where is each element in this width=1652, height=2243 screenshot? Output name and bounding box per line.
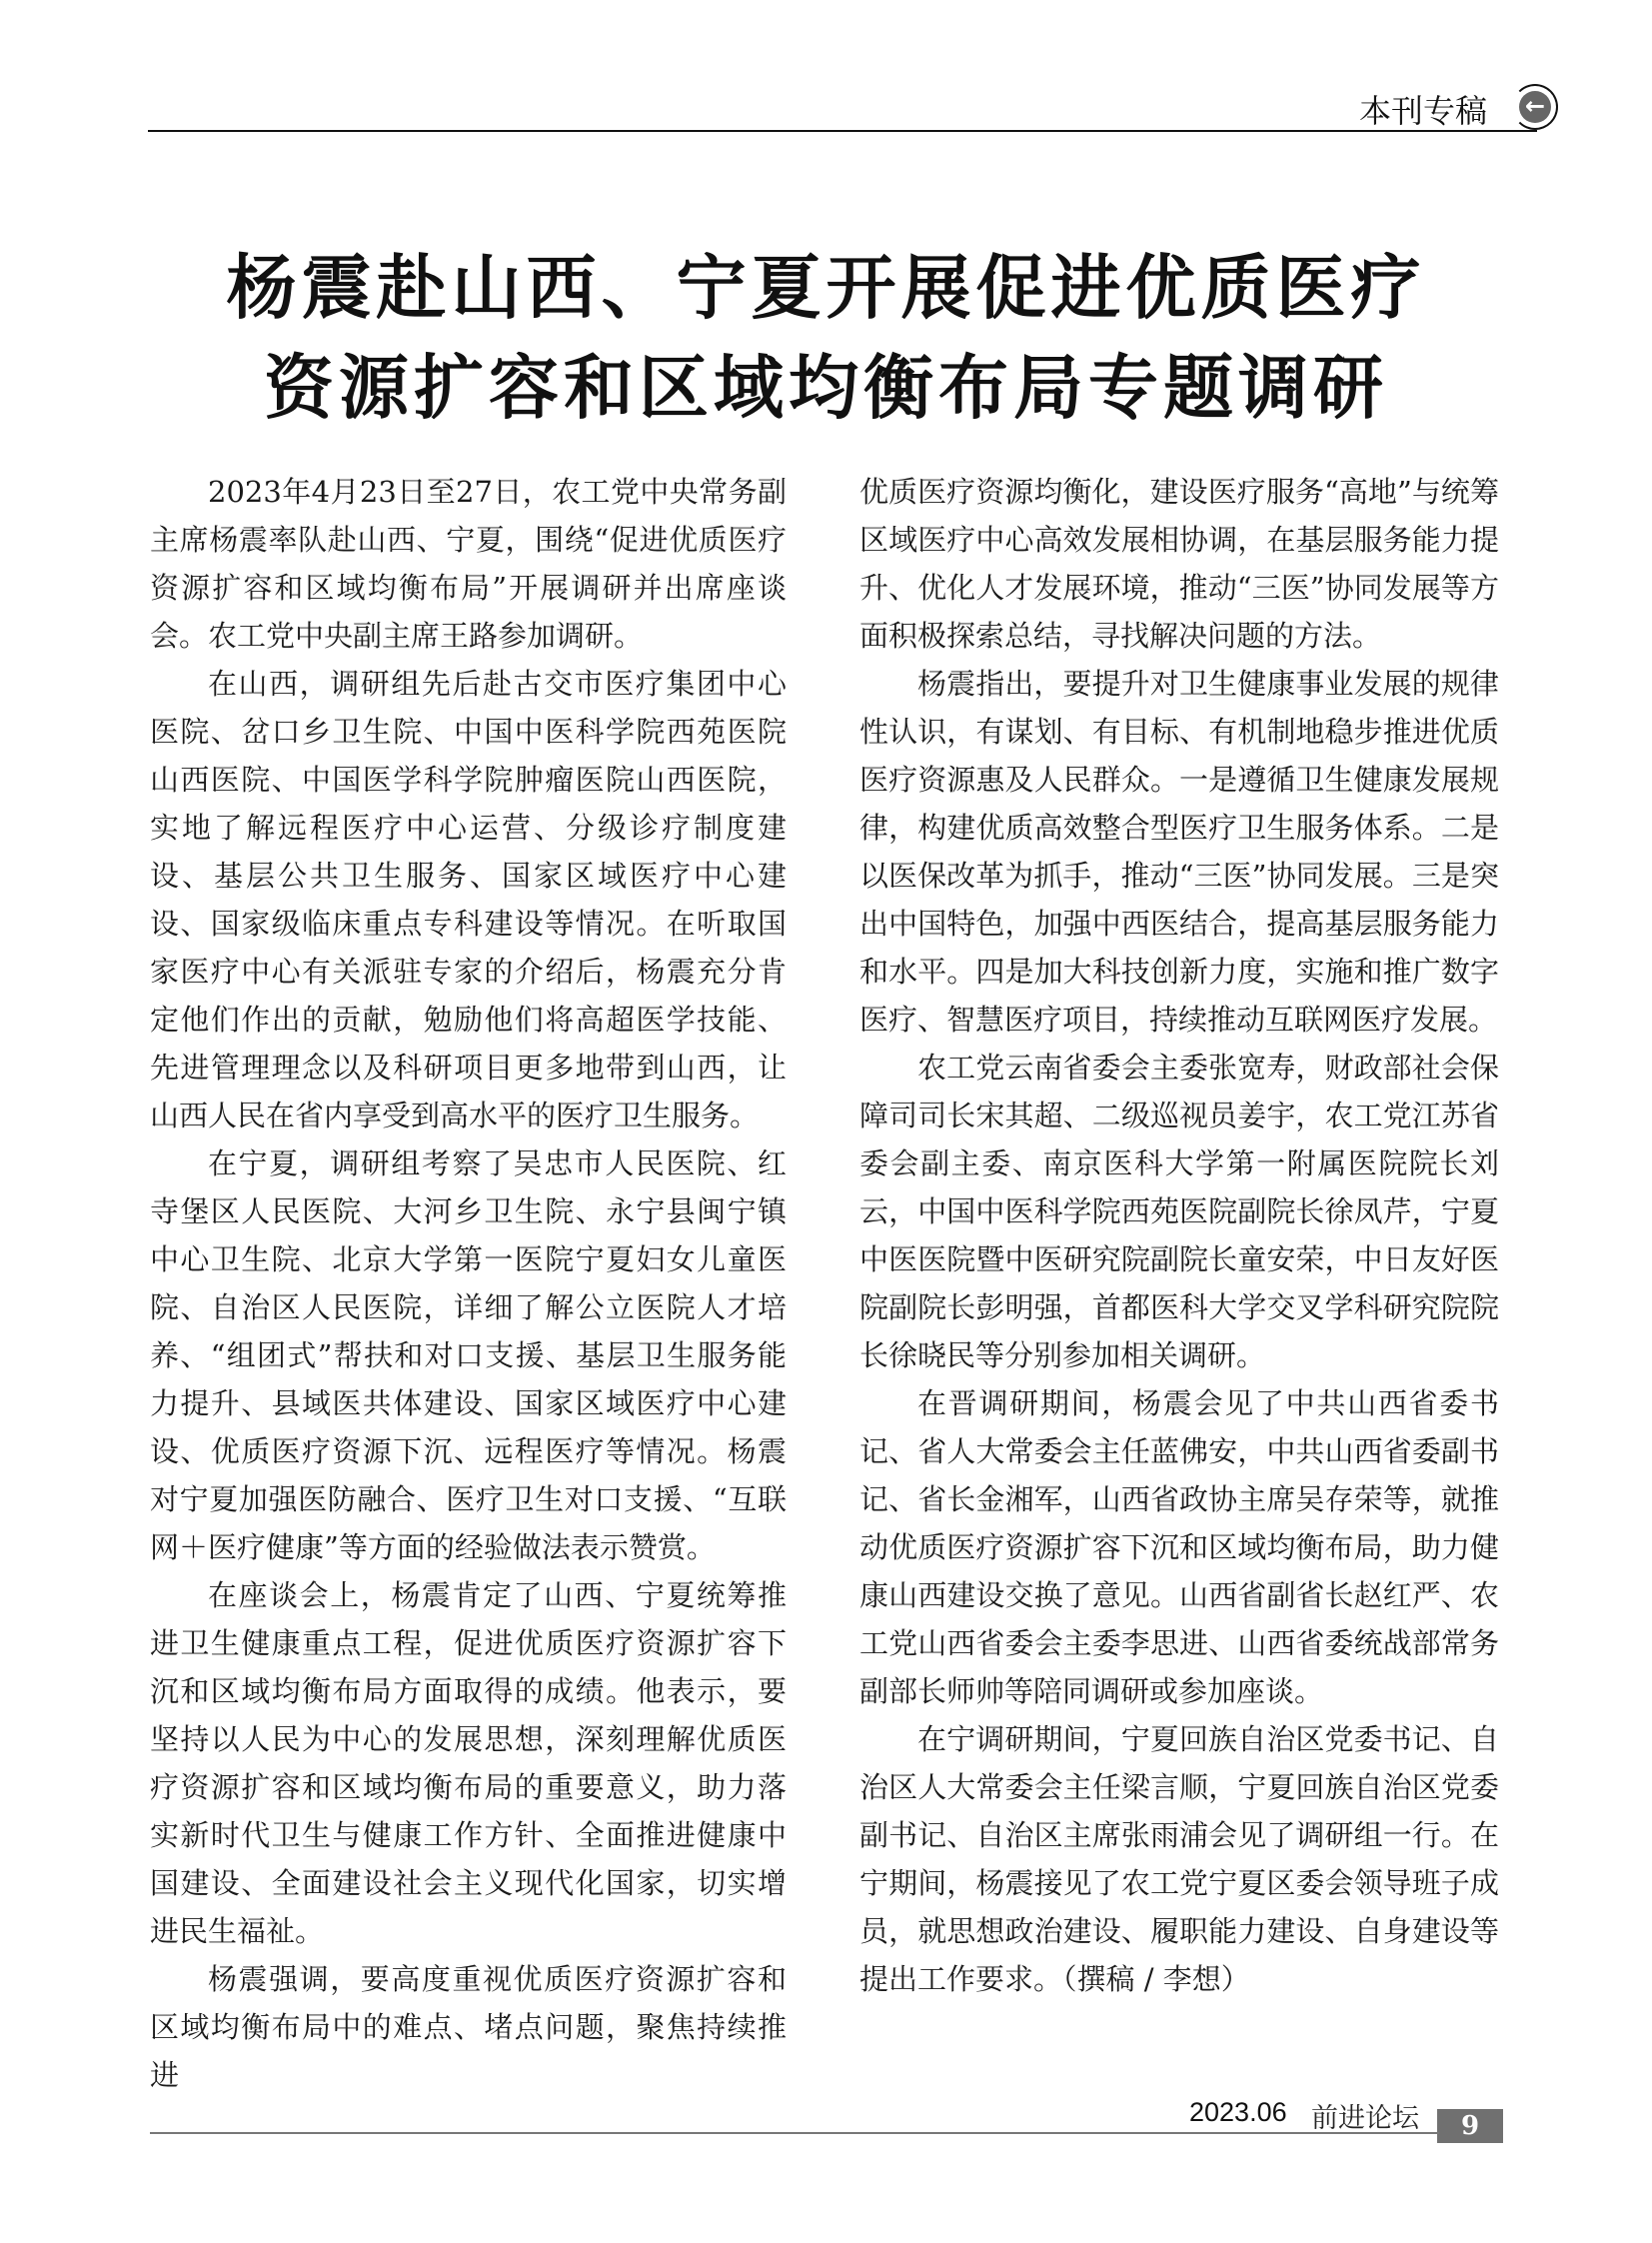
title-line-2: 资源扩容和区域均衡布局专题调研	[264, 347, 1388, 429]
paragraph: 在山西，调研组先后赴古交市医疗集团中心医院、岔口乡卫生院、中国中医科学院西苑医院山西医院、中国医学科学院肿瘤医院山西医院，实地了解远程医疗中心运营、分级诊疗制度建设、基层公共卫生服务、国家区域医疗中心建设、国家级临床重点专科建设等情况。在听取国家医疗中心有关派驻专家的介绍后，杨震充分肯定他们作出的贡献，勉励他们将高超医学技能、先进管理理念以及科研项目更多地带到山西，让山西人民在省内享受到高水平的医疗卫生服务。	[150, 667, 787, 1132]
paragraph: 在宁夏，调研组考察了吴忠市人民医院、红寺堡区人民医院、大河乡卫生院、永宁县闽宁镇中心卫生院、北京大学第一医院宁夏妇女儿童医院、自治区人民医院，详细了解公立医院人才培养、“组团式”帮扶和对口支援、基层卫生服务能力提升、县域医共体建设、国家区域医疗中心建设、优质医疗资源下沉、远程医疗等情况。杨震对宁夏加强医防融合、医疗卫生对口支援、“互联网＋医疗健康”等方面的经验做法表示赞赏。	[150, 1146, 787, 1564]
paragraph: 农工党云南省委会主委张宽寿，财政部社会保障司司长宋其超、二级巡视员姜宇，农工党江苏省委会副主委、南京医科大学第一附属医院院长刘云，中国中医科学院西苑医院副院长徐凤芹，宁夏中医医院暨中医研究院副院长童安荣，中日友好医院副院长彭明强，首都医科大学交叉学科研究院院长徐晓民等分别参加相关调研。	[859, 1051, 1499, 1372]
paragraph: 2023年4月23日至27日，农工党中央常务副主席杨震率队赴山西、宁夏，围绕“促进优质医疗资源扩容和区域均衡布局”开展调研并出席座谈会。农工党中央副主席王路参加调研。	[150, 475, 787, 653]
title-line-1: 杨震赴山西、宁夏开展促进优质医疗	[226, 247, 1426, 329]
header-divider	[148, 130, 1537, 132]
paragraph: 杨震强调，要高度重视优质医疗资源扩容和区域均衡布局中的难点、堵点问题，聚焦持续推进	[150, 1962, 787, 2092]
right-column	[859, 468, 1499, 2003]
paragraph: 在宁调研期间，宁夏回族自治区党委书记、自治区人大常委会主任梁言顺，宁夏回族自治区党委副书记、自治区主席张雨浦会见了调研组一行。在宁期间，杨震接见了农工党宁夏区委会领导班子成员，就思想政治建设、履职能力建设、自身建设等提出工作要求。（撰稿 / 李想）	[859, 1722, 1499, 1996]
left-column	[150, 468, 787, 2099]
page-number: 9	[1437, 2109, 1503, 2143]
back-arrow-circle-icon: ←	[1512, 84, 1558, 130]
magazine-name: 前进论坛	[1311, 2103, 1419, 2134]
article-title	[0, 238, 1652, 438]
paragraph-continuation: 优质医疗资源均衡化，建设医疗服务“高地”与统筹区域医疗中心高效发展相协调，在基层服务能力提升、优化人才发展环境，推动“三医”协同发展等方面积极探索总结，寻找解决问题的方法。	[859, 475, 1499, 653]
paragraph: 在座谈会上，杨震肯定了山西、宁夏统筹推进卫生健康重点工程，促进优质医疗资源扩容下沉和区域均衡布局方面取得的成绩。他表示，要坚持以人民为中心的发展思想，深刻理解优质医疗资源扩容和区域均衡布局的重要意义，助力落实新时代卫生与健康工作方针、全面推进健康中国建设、全面建设社会主义现代化国家，切实增进民生福祉。	[150, 1578, 787, 1948]
footer-divider	[150, 2132, 1439, 2134]
paragraph: 在晋调研期间，杨震会见了中共山西省委书记、省人大常委会主任蓝佛安，中共山西省委副书记、省长金湘军，山西省政协主席吴存荣等，就推动优质医疗资源扩容下沉和区域均衡布局，助力健康山西建设交换了意见。山西省副省长赵红严、农工党山西省委会主委李思进、山西省委统战部常务副部长师帅等陪同调研或参加座谈。	[859, 1386, 1499, 1708]
issue-date: 2023.06	[1189, 2097, 1287, 2127]
paragraph: 杨震指出，要提升对卫生健康事业发展的规律性认识，有谋划、有目标、有机制地稳步推进优质医疗资源惠及人民群众。一是遵循卫生健康发展规律，构建优质高效整合型医疗卫生服务体系。二是以医保改革为抓手，推动“三医”协同发展。三是突出中国特色，加强中西医结合，提高基层服务能力和水平。四是加大科技创新力度，实施和推广数字医疗、智慧医疗项目，持续推动互联网医疗发展。	[859, 667, 1499, 1037]
section-label: 本刊专稿	[1359, 92, 1488, 130]
